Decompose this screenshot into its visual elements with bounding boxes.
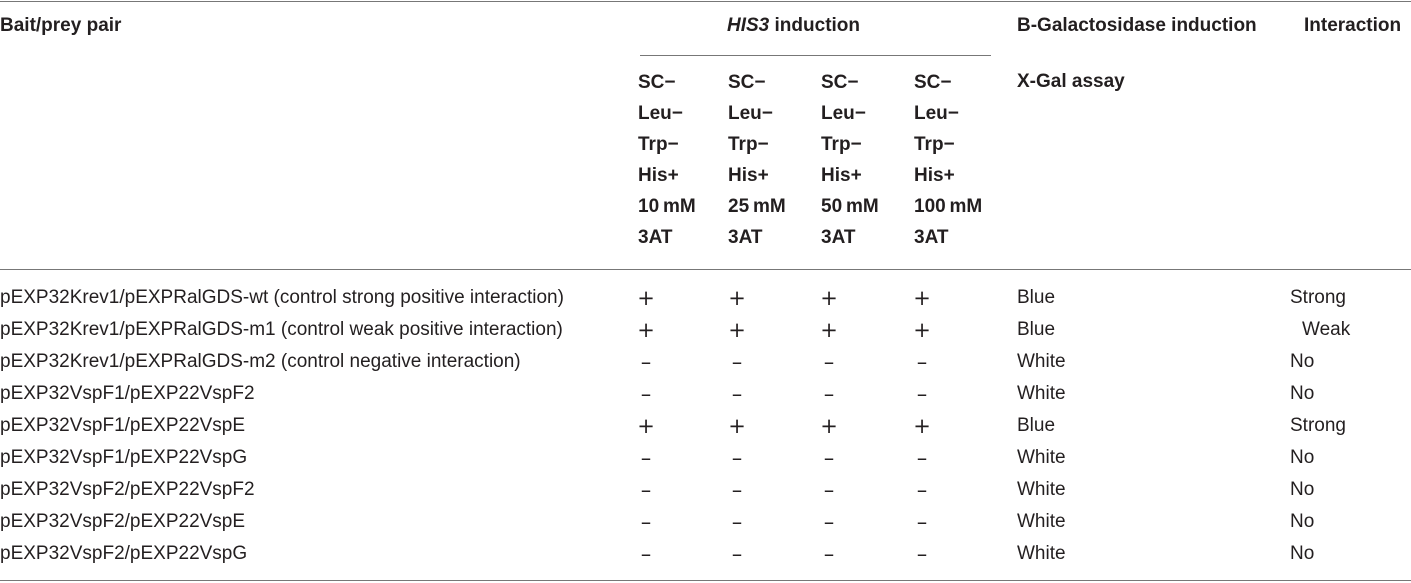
cell-his3-50mm: + (820, 414, 838, 438)
cell-xgal-result: White (1017, 383, 1066, 404)
table-bottom-rule (0, 580, 1411, 581)
cell-interaction: Strong (1290, 287, 1346, 308)
cell-his3-25mm: – (731, 478, 743, 502)
cell-his3-25mm: – (731, 446, 743, 470)
cell-xgal-result: White (1017, 479, 1066, 500)
cell-interaction: No (1290, 511, 1315, 532)
header-condition-10mm (638, 67, 696, 253)
cell-his3-10mm: + (637, 414, 655, 438)
cell-xgal-result: Blue (1017, 415, 1056, 436)
cell-his3-50mm: + (820, 286, 838, 310)
condition-line: His+ (821, 165, 862, 186)
cell-his3-10mm: – (640, 350, 652, 374)
condition-line: Leu− (914, 103, 959, 124)
condition-line: 25 mM (728, 196, 786, 217)
cell-his3-100mm: – (916, 350, 928, 374)
table-row (0, 378, 1411, 410)
cell-interaction: No (1290, 383, 1315, 404)
cell-his3-25mm: + (728, 414, 746, 438)
cell-his3-50mm: – (823, 446, 835, 470)
header-bgal-induction: B-Galactosidase induction (1017, 15, 1257, 36)
cell-his3-100mm: – (916, 382, 928, 406)
cell-his3-25mm: – (731, 510, 743, 534)
condition-line: SC− (821, 72, 859, 93)
header-bait-prey-pair: Bait/prey pair (0, 15, 122, 36)
cell-his3-10mm: – (640, 542, 652, 566)
condition-line: Trp− (821, 134, 862, 155)
cell-his3-100mm: + (913, 318, 931, 342)
cell-his3-100mm: – (916, 478, 928, 502)
cell-interaction: Strong (1290, 415, 1346, 436)
cell-bait-prey-pair: pEXP32VspF2/pEXP22VspG (0, 543, 248, 564)
his3-gene-name: HIS3 (727, 15, 770, 36)
cell-his3-100mm: + (913, 414, 931, 438)
condition-line: Trp− (914, 134, 955, 155)
cell-bait-prey-pair: pEXP32VspF2/pEXP22VspE (0, 511, 246, 532)
header-xgal-assay: X-Gal assay (1017, 71, 1125, 92)
condition-line: SC− (914, 72, 952, 93)
condition-line: His+ (914, 165, 955, 186)
cell-interaction: No (1290, 479, 1315, 500)
cell-xgal-result: White (1017, 447, 1066, 468)
condition-line: Trp− (638, 134, 679, 155)
condition-line: 10 mM (638, 196, 696, 217)
cell-his3-10mm: – (640, 382, 652, 406)
cell-his3-50mm: – (823, 542, 835, 566)
condition-line: 3AT (821, 227, 856, 248)
cell-interaction: No (1290, 351, 1315, 372)
condition-line: 100 mM (914, 196, 983, 217)
table-row (0, 538, 1411, 570)
table-row (0, 346, 1411, 378)
condition-line: Leu− (821, 103, 866, 124)
cell-his3-25mm: + (728, 318, 746, 342)
condition-line: 3AT (728, 227, 763, 248)
cell-his3-50mm: + (820, 318, 838, 342)
table-row (0, 442, 1411, 474)
cell-his3-10mm: – (640, 446, 652, 470)
cell-his3-100mm: – (916, 510, 928, 534)
table-row (0, 282, 1411, 314)
cell-bait-prey-pair: pEXP32VspF1/pEXP22VspF2 (0, 383, 255, 404)
table-row (0, 410, 1411, 442)
table-top-rule (0, 1, 1411, 2)
header-condition-50mm (821, 67, 879, 253)
cell-xgal-result: Blue (1017, 287, 1056, 308)
cell-bait-prey-pair: pEXP32VspF1/pEXP22VspG (0, 447, 248, 468)
header-interaction: Interaction (1304, 15, 1402, 36)
condition-line: 3AT (638, 227, 673, 248)
cell-xgal-result: White (1017, 543, 1066, 564)
header-condition-25mm (728, 67, 786, 253)
cell-his3-50mm: – (823, 510, 835, 534)
cell-his3-25mm: – (731, 542, 743, 566)
condition-line: His+ (638, 165, 679, 186)
cell-xgal-result: White (1017, 511, 1066, 532)
condition-line: His+ (728, 165, 769, 186)
cell-bait-prey-pair: pEXP32Krev1/pEXPRalGDS-m2 (control negative interaction) (0, 351, 521, 372)
header-condition-100mm (914, 67, 982, 253)
condition-line: SC− (638, 72, 676, 93)
cell-bait-prey-pair: pEXP32VspF1/pEXP22VspE (0, 415, 246, 436)
cell-xgal-result: Blue (1017, 319, 1056, 340)
cell-interaction: Weak (1302, 319, 1351, 340)
table-row (0, 314, 1411, 346)
condition-line: Leu− (728, 103, 773, 124)
header-his3-induction (727, 14, 860, 38)
header-bottom-rule (0, 269, 1411, 270)
cell-bait-prey-pair: pEXP32Krev1/pEXPRalGDS-m1 (control weak positive interaction) (0, 319, 563, 340)
cell-his3-10mm: – (640, 510, 652, 534)
cell-his3-50mm: – (823, 382, 835, 406)
cell-his3-100mm: + (913, 286, 931, 310)
cell-his3-25mm: – (731, 382, 743, 406)
table-row (0, 506, 1411, 538)
cell-his3-50mm: – (823, 478, 835, 502)
table-row (0, 474, 1411, 506)
cell-xgal-result: White (1017, 351, 1066, 372)
cell-his3-10mm: – (640, 478, 652, 502)
cell-his3-50mm: – (823, 350, 835, 374)
cell-his3-25mm: – (731, 350, 743, 374)
cell-bait-prey-pair: pEXP32Krev1/pEXPRalGDS-wt (control strong positive interaction) (0, 287, 564, 308)
cell-his3-10mm: + (637, 286, 655, 310)
cell-interaction: No (1290, 543, 1315, 564)
cell-interaction: No (1290, 447, 1315, 468)
his3-spanner-rule (640, 55, 991, 56)
cell-his3-100mm: – (916, 446, 928, 470)
condition-line: SC− (728, 72, 766, 93)
condition-line: Trp− (728, 134, 769, 155)
cell-his3-10mm: + (637, 318, 655, 342)
cell-bait-prey-pair: pEXP32VspF2/pEXP22VspF2 (0, 479, 255, 500)
condition-line: 3AT (914, 227, 949, 248)
cell-his3-25mm: + (728, 286, 746, 310)
cell-his3-100mm: – (916, 542, 928, 566)
condition-line: Leu− (638, 103, 683, 124)
his3-induction-label: induction (769, 15, 861, 36)
condition-line: 50 mM (821, 196, 879, 217)
